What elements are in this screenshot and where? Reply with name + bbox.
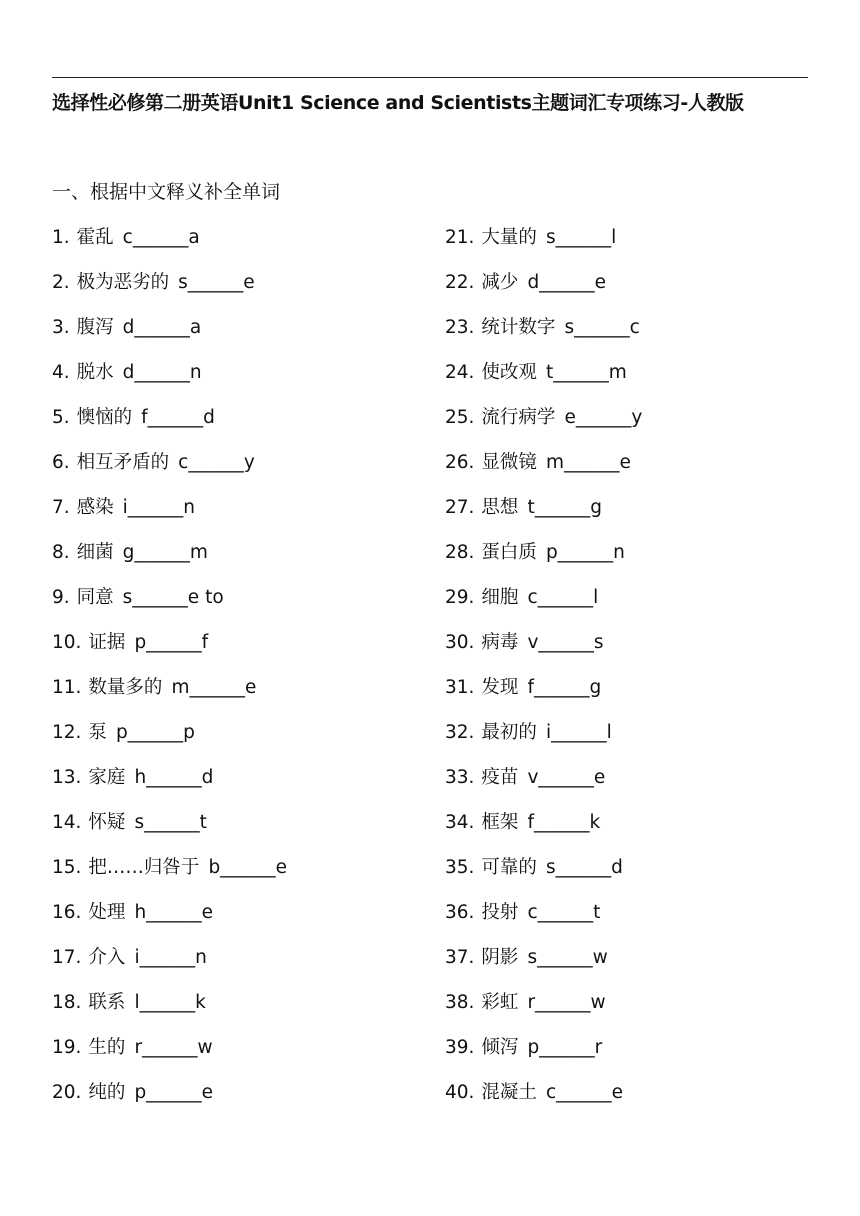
item-number: 21. (445, 227, 475, 248)
exercise-item (445, 899, 825, 944)
chinese-definition: 霍乱 (76, 227, 114, 248)
chinese-definition: 显微镜 (481, 452, 537, 473)
item-number: 8. (52, 542, 70, 563)
item-number: 13. (52, 767, 82, 788)
chinese-definition: 发现 (481, 677, 519, 698)
chinese-definition: 细胞 (481, 587, 519, 608)
item-number: 11. (52, 677, 82, 698)
item-number: 24. (445, 362, 475, 383)
word-blank: p______e (134, 1082, 214, 1103)
word-blank: p______f (134, 632, 209, 653)
item-number: 33. (445, 767, 475, 788)
word-blank: p______r (527, 1037, 603, 1058)
word-blank: g______m (122, 542, 208, 563)
chinese-definition: 处理 (88, 902, 126, 923)
exercise-item (52, 1034, 432, 1079)
chinese-definition: 数量多的 (88, 677, 163, 698)
exercise-item (52, 404, 432, 449)
exercise-item (52, 494, 432, 539)
exercise-item (445, 719, 825, 764)
chinese-definition: 混凝土 (481, 1082, 537, 1103)
word-blank: f______k (527, 812, 601, 833)
word-blank: c______e (545, 1082, 623, 1103)
exercise-item (52, 584, 432, 629)
word-blank: i______n (134, 947, 207, 968)
exercise-item (445, 449, 825, 494)
exercise-item (445, 629, 825, 674)
exercise-item (445, 944, 825, 989)
word-blank: f______d (141, 407, 215, 428)
item-number: 9. (52, 587, 70, 608)
exercise-item (445, 809, 825, 854)
chinese-definition: 思想 (481, 497, 519, 518)
item-number: 34. (445, 812, 475, 833)
word-blank: r______w (134, 1037, 213, 1058)
exercise-item (52, 629, 432, 674)
item-number: 10. (52, 632, 82, 653)
word-blank: v______s (527, 632, 604, 653)
chinese-definition: 懊恼的 (76, 407, 133, 428)
exercise-item (52, 269, 432, 314)
word-blank: s______e (178, 272, 255, 293)
chinese-definition: 最初的 (481, 722, 537, 743)
chinese-definition: 投射 (481, 902, 519, 923)
chinese-definition: 生的 (88, 1037, 126, 1058)
section-heading: 一、根据中文释义补全单词 (52, 181, 281, 203)
chinese-definition: 可靠的 (481, 857, 537, 878)
exercise-item (52, 809, 432, 854)
item-number: 32. (445, 722, 475, 743)
word-blank: c______t (527, 902, 601, 923)
exercise-item (445, 494, 825, 539)
exercise-item (445, 989, 825, 1034)
item-number: 39. (445, 1037, 475, 1058)
item-number: 28. (445, 542, 475, 563)
word-blank: s______e to (122, 587, 224, 608)
word-blank: f______g (527, 677, 602, 698)
exercise-item (52, 854, 432, 899)
chinese-definition: 把……归咎于 (88, 857, 200, 878)
chinese-definition: 流行病学 (481, 407, 556, 428)
word-blank: d______a (122, 317, 202, 338)
item-number: 38. (445, 992, 475, 1013)
word-blank: i______n (122, 497, 196, 518)
item-number: 1. (52, 227, 70, 248)
chinese-definition: 同意 (76, 587, 114, 608)
chinese-definition: 相互矛盾的 (76, 452, 170, 473)
word-blank: m______e (171, 677, 257, 698)
word-blank: d______e (527, 272, 607, 293)
item-number: 5. (52, 407, 70, 428)
header-rule (52, 77, 808, 78)
exercise-item (445, 539, 825, 584)
chinese-definition: 家庭 (88, 767, 126, 788)
document-title: 选择性必修第二册英语Unit1 Science and Scientists主题词汇专项练习-人教版 (52, 92, 744, 114)
exercise-item (445, 854, 825, 899)
chinese-definition: 蛋白质 (481, 542, 537, 563)
exercise-item (52, 1079, 432, 1124)
item-number: 35. (445, 857, 475, 878)
exercise-item (52, 539, 432, 584)
exercise-column-left (52, 224, 432, 1124)
item-number: 14. (52, 812, 82, 833)
exercise-item (52, 719, 432, 764)
chinese-definition: 使改观 (481, 362, 537, 383)
chinese-definition: 阴影 (481, 947, 519, 968)
item-number: 27. (445, 497, 475, 518)
exercise-item (52, 449, 432, 494)
item-number: 3. (52, 317, 70, 338)
item-number: 19. (52, 1037, 82, 1058)
word-blank: i______l (545, 722, 612, 743)
word-blank: s______l (545, 227, 617, 248)
exercise-item (445, 674, 825, 719)
item-number: 15. (52, 857, 82, 878)
chinese-definition: 倾泻 (481, 1037, 519, 1058)
word-blank: s______t (134, 812, 207, 833)
word-blank: c______a (122, 227, 200, 248)
item-number: 20. (52, 1082, 82, 1103)
chinese-definition: 感染 (76, 497, 114, 518)
chinese-definition: 纯的 (88, 1082, 126, 1103)
word-blank: v______e (527, 767, 606, 788)
chinese-definition: 联系 (88, 992, 126, 1013)
word-blank: s______c (564, 317, 640, 338)
item-number: 7. (52, 497, 70, 518)
word-blank: s______d (545, 857, 623, 878)
item-number: 12. (52, 722, 82, 743)
chinese-definition: 极为恶劣的 (76, 272, 170, 293)
word-blank: c______y (178, 452, 255, 473)
item-number: 2. (52, 272, 70, 293)
exercise-item (445, 314, 825, 359)
item-number: 6. (52, 452, 70, 473)
item-number: 16. (52, 902, 82, 923)
chinese-definition: 统计数字 (481, 317, 556, 338)
chinese-definition: 怀疑 (88, 812, 126, 833)
exercise-item (52, 899, 432, 944)
exercise-item (445, 404, 825, 449)
item-number: 36. (445, 902, 475, 923)
chinese-definition: 介入 (88, 947, 126, 968)
item-number: 30. (445, 632, 475, 653)
exercise-item (445, 359, 825, 404)
chinese-definition: 腹泻 (76, 317, 114, 338)
exercise-item (445, 224, 825, 269)
chinese-definition: 脱水 (76, 362, 114, 383)
word-blank: c______l (527, 587, 599, 608)
item-number: 26. (445, 452, 475, 473)
word-blank: h______e (134, 902, 214, 923)
chinese-definition: 证据 (88, 632, 126, 653)
word-blank: r______w (527, 992, 606, 1013)
word-blank: p______p (115, 722, 195, 743)
exercise-item (445, 1034, 825, 1079)
exercise-item (52, 764, 432, 809)
word-blank: p______n (545, 542, 625, 563)
word-blank: m______e (545, 452, 631, 473)
exercise-item (52, 314, 432, 359)
word-blank: h______d (134, 767, 214, 788)
chinese-definition: 彩虹 (481, 992, 519, 1013)
chinese-definition: 细菌 (76, 542, 114, 563)
exercise-item (445, 1079, 825, 1124)
chinese-definition: 泵 (88, 722, 107, 743)
exercise-item (445, 584, 825, 629)
exercise-item (52, 989, 432, 1034)
item-number: 23. (445, 317, 475, 338)
exercise-column-right (445, 224, 825, 1124)
word-blank: l______k (134, 992, 206, 1013)
item-number: 18. (52, 992, 82, 1013)
word-blank: t______g (527, 497, 602, 518)
word-blank: d______n (122, 362, 202, 383)
word-blank: b______e (208, 857, 288, 878)
word-blank: e______y (564, 407, 643, 428)
chinese-definition: 大量的 (481, 227, 537, 248)
item-number: 25. (445, 407, 475, 428)
word-blank: s______w (527, 947, 608, 968)
item-number: 40. (445, 1082, 475, 1103)
exercise-item (52, 674, 432, 719)
exercise-item (52, 944, 432, 989)
exercise-item (52, 224, 432, 269)
exercise-item (445, 269, 825, 314)
item-number: 4. (52, 362, 70, 383)
chinese-definition: 病毒 (481, 632, 519, 653)
chinese-definition: 框架 (481, 812, 519, 833)
item-number: 37. (445, 947, 475, 968)
exercise-item (52, 359, 432, 404)
item-number: 17. (52, 947, 82, 968)
item-number: 22. (445, 272, 475, 293)
chinese-definition: 疫苗 (481, 767, 519, 788)
item-number: 31. (445, 677, 475, 698)
word-blank: t______m (545, 362, 627, 383)
item-number: 29. (445, 587, 475, 608)
exercise-item (445, 764, 825, 809)
chinese-definition: 减少 (481, 272, 519, 293)
